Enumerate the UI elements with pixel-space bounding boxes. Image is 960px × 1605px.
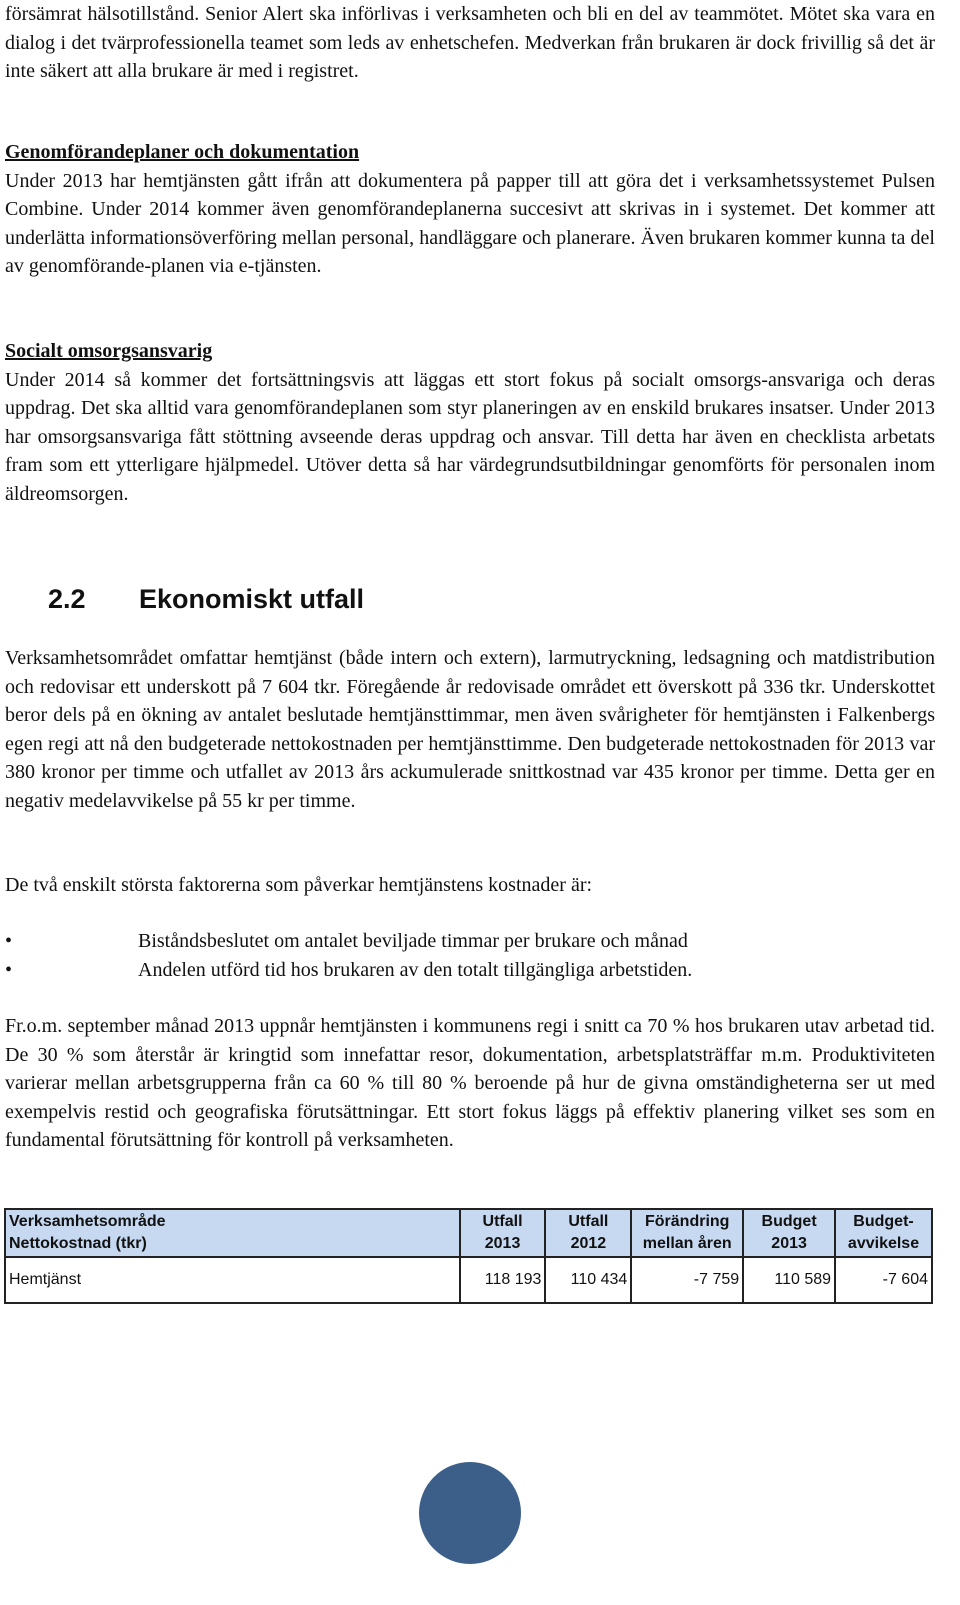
bullet-icon: • <box>5 958 13 981</box>
table-cell: -7 759 <box>631 1257 743 1303</box>
plans-section <box>5 138 935 281</box>
social-body: Under 2014 så kommer det fortsättningsvis att läggas ett stort fokus på socialt omsorgs-ansvariga och deras uppdrag. Det ska alltid vara genomförandeplanen som styr planeringen av en enskild brukares insatser. Under 2013 har omsorgsansvariga fått stöttning avseende deras uppdrag och ansvar. Till detta har även en checklista arbetats fram som ett ytterligare hjälpmedel. Utöver detta så har värdegrundsutbildningar genomförts för personalen inom äldreomsorgen. <box>5 368 935 505</box>
header-area: Verksamhetsområde Nettokostnad (tkr) <box>5 1209 460 1257</box>
social-heading: Socialt omsorgsansvarig <box>5 340 213 362</box>
page-marker-circle <box>419 1462 521 1564</box>
table-cell: Hemtjänst <box>5 1257 460 1303</box>
table-cell: 110 589 <box>743 1257 835 1303</box>
header-budget-2013: Budget 2013 <box>743 1209 835 1257</box>
economy-paragraph-2: De två enskilt största faktorerna som påverkar hemtjänstens kostnader är: <box>5 874 593 896</box>
list-item <box>5 956 935 985</box>
header-budget-deviation: Budget- avvikelse <box>835 1209 932 1257</box>
factor-list <box>5 927 935 984</box>
economy-table <box>4 1208 933 1304</box>
table-header-row <box>5 1209 932 1257</box>
plans-body: Under 2013 har hemtjänsten gått ifrån att dokumentera på papper till att göra det i verksamhetssystemet Pulsen Combine. Under 2014 kommer även genomförandeplanerna succesivt att skrivas in i systemet. Det kommer att underlätta informationsöverföring mellan personal, handläggare och planerare. Även brukaren kommer kunna ta del av genomförande-planen via e-tjänsten. <box>5 169 935 277</box>
list-item-text: Biståndsbeslutet om antalet beviljade timmar per brukare och månad <box>138 930 688 952</box>
economy-paragraph-1-block <box>5 644 935 815</box>
header-change: Förändring mellan åren <box>631 1209 743 1257</box>
table-cell: 110 434 <box>545 1257 631 1303</box>
social-section <box>5 337 935 508</box>
intro-block <box>5 0 935 86</box>
table-cell: -7 604 <box>835 1257 932 1303</box>
table-row <box>5 1257 932 1303</box>
section-2-2-heading <box>48 582 364 616</box>
intro-paragraph: försämrat hälsotillstånd. Senior Alert ska införlivas i verksamheten och bli en del av teammötet. Mötet ska vara en dialog i det tvärprofessionella teamet som leds av enhetschefen. Medverkan från brukaren är dock frivillig så det är inte säkert att alla brukare är med i registret. <box>5 3 935 82</box>
list-item <box>5 927 935 956</box>
table-cell: 118 193 <box>460 1257 546 1303</box>
economy-paragraph-2-block <box>5 871 935 900</box>
header-outcome-2013: Utfall 2013 <box>460 1209 546 1257</box>
section-number: 2.2 <box>48 584 86 614</box>
economy-paragraph-3-block <box>5 1012 935 1155</box>
bullet-icon: • <box>5 930 13 952</box>
economy-paragraph-1: Verksamhetsområdet omfattar hemtjänst (både intern och extern), larmutryckning, ledsagning och matdistribution och redovisar ett underskott på 7 604 tkr. Föregående år redovisade området ett överskott på 336 tkr. Underskottet beror dels på en ökning av antalet beslutade hemtjänsttimmar, men även svårigheter för hemtjänsten i Falkenbergs egen regi att nå den budgeterade nettokostnaden per hemtjänsttimme. Den budgeterade nettokostnaden för 2013 var 380 kronor per timme och utfallet av 2013 års ackumulerade snittkostnad var 435 kronor per timme. Detta ger en negativ medelavvikelse på 55 kr per timme. <box>5 647 935 812</box>
economy-paragraph-3: Fr.o.m. september månad 2013 uppnår hemtjänsten i kommunens regi i snitt ca 70 % hos brukaren utav arbetad tid. De 30 % som återstår är kringtid som innefattar resor, dokumentation, arbetsplatsträffar m.m. Produktiviteten varierar mellan arbetsgrupperna från ca 60 % till 80 % beroende på hur de givna omständigheterna ser ut med exempelvis restid och geografiska förutsättningar. Ett stort fokus läggs på effektiv planering vilket ses som en fundamental förutsättning för kontroll på verksamheten. <box>5 1015 935 1151</box>
section-title: Ekonomiskt utfall <box>139 584 365 614</box>
header-outcome-2012: Utfall 2012 <box>545 1209 631 1257</box>
list-item-text: Andelen utförd tid hos brukaren av den totalt tillgängliga arbetstiden. <box>138 958 693 981</box>
plans-heading: Genomförandeplaner och dokumentation <box>5 141 360 163</box>
